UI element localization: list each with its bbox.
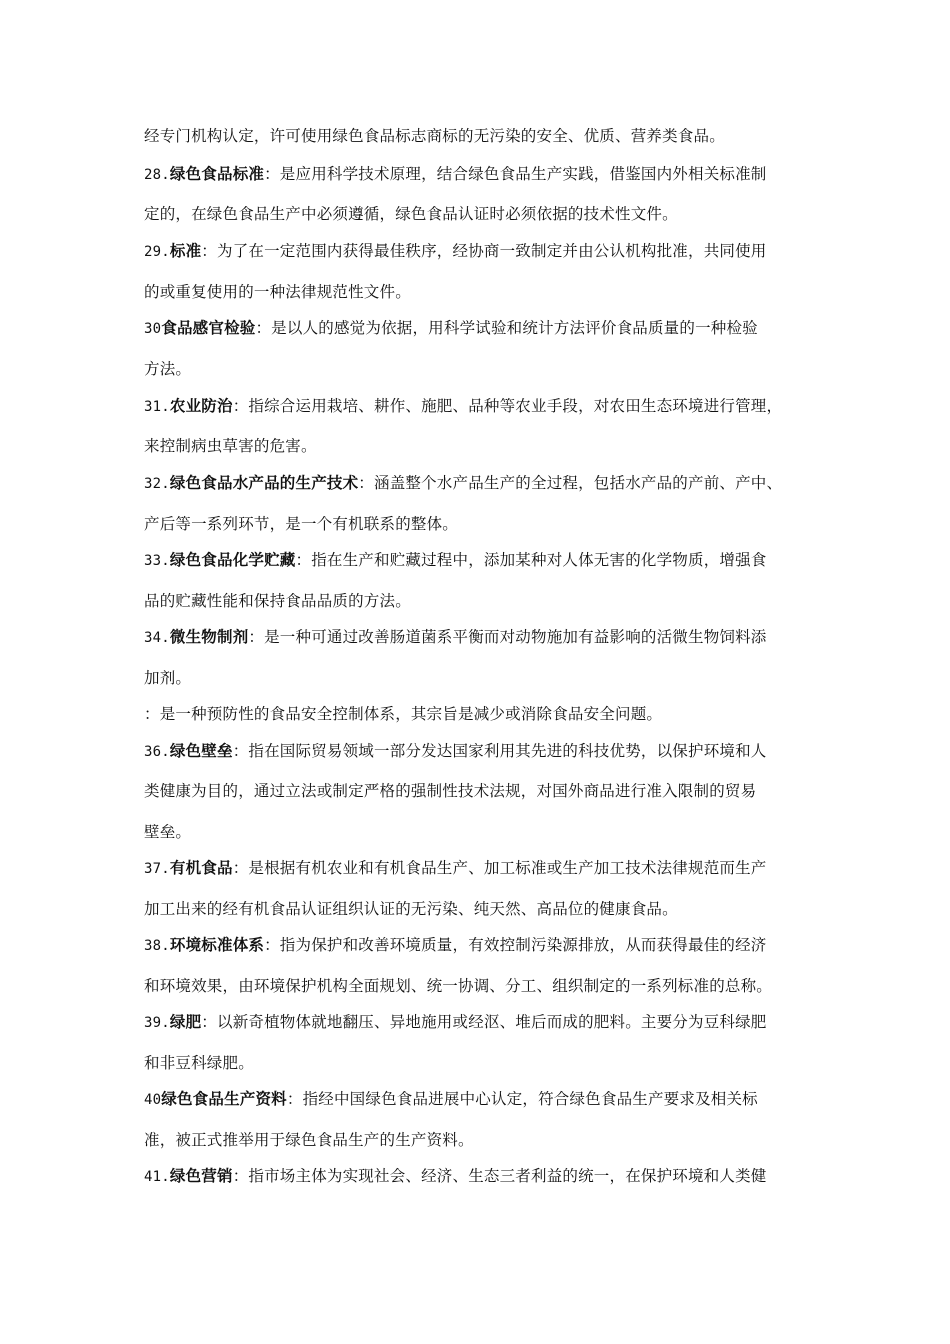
text-line bbox=[144, 704, 820, 724]
text-line bbox=[144, 514, 820, 534]
text-line bbox=[144, 976, 820, 996]
definition-29 bbox=[144, 241, 820, 262]
definition-text: ：指市场主体为实现社会、经济、生态三者利益的统一，在保护环境和人类健 bbox=[232, 1167, 767, 1185]
term-label: 食品感官检验 bbox=[161, 319, 256, 337]
text-line bbox=[144, 591, 820, 611]
continuation-text: 经专门机构认定，许可使用绿色食品标志商标的无污染的安全、优质、营养类食品。 bbox=[144, 127, 725, 145]
definition-31 bbox=[144, 396, 820, 417]
definition-34 bbox=[144, 627, 820, 648]
text-line bbox=[144, 1130, 820, 1150]
definition-37 bbox=[144, 858, 820, 879]
term-label: 标准 bbox=[169, 242, 202, 260]
definition-text: ：以新奇植物体就地翻压、异地施用或经沤、堆后而成的肥料。主要分为豆科绿肥 bbox=[201, 1013, 767, 1031]
term-label: 微生物制剂 bbox=[169, 628, 249, 646]
definition-text: ：是一种预防性的食品安全控制体系，其宗旨是减少或消除食品安全问题。 bbox=[144, 705, 663, 723]
definition-text: ：是根据有机农业和有机食品生产、加工标准或生产加工技术法律规范而生产 bbox=[232, 859, 767, 877]
term-label: 农业防治 bbox=[169, 397, 233, 415]
item-number: 33. bbox=[144, 553, 170, 569]
text-line bbox=[144, 899, 820, 919]
item-number: 39. bbox=[144, 1015, 170, 1031]
definition-28 bbox=[144, 164, 820, 185]
definition-text: 准，被正式推举用于绿色食品生产的生产资料。 bbox=[144, 1131, 474, 1149]
definition-30 bbox=[144, 318, 820, 339]
item-number: 36. bbox=[144, 744, 170, 760]
text-line bbox=[144, 204, 820, 224]
item-number: 37. bbox=[144, 861, 170, 877]
text-line bbox=[144, 822, 820, 842]
item-number: 31. bbox=[144, 399, 170, 415]
definition-text: 和环境效果，由环境保护机构全面规划、统一协调、分工、组织制定的一系列标准的总称。 bbox=[144, 977, 773, 995]
definition-40 bbox=[144, 1089, 820, 1110]
definition-text: 加剂。 bbox=[144, 669, 192, 687]
item-number: 38. bbox=[144, 938, 170, 954]
definition-text: 和非豆科绿肥。 bbox=[144, 1054, 254, 1072]
item-number: 30 bbox=[144, 321, 162, 337]
term-label: 环境标准体系 bbox=[169, 936, 265, 954]
definition-text: ：指在生产和贮藏过程中，添加某种对人体无害的化学物质，增强食 bbox=[295, 551, 767, 569]
definition-text: 类健康为目的，通过立法或制定严格的强制性技术法规，对国外商品进行准入限制的贸易 bbox=[144, 782, 757, 800]
definition-text: 定的，在绿色食品生产中必须遵循，绿色食品认证时必须依据的技术性文件。 bbox=[144, 205, 678, 223]
definition-41 bbox=[144, 1166, 820, 1187]
text-line bbox=[144, 436, 820, 456]
definition-33 bbox=[144, 550, 820, 571]
item-number: 34. bbox=[144, 630, 170, 646]
definition-text: ：指综合运用栽培、耕作、施肥、品种等农业手段，对农田生态环境进行管理， bbox=[232, 397, 783, 415]
item-number: 32. bbox=[144, 476, 170, 492]
text-line bbox=[144, 359, 820, 379]
term-label: 绿色食品水产品的生产技术 bbox=[169, 474, 359, 492]
definition-text: ：为了在一定范围内获得最佳秩序，经协商一致制定并由公认机构批准，共同使用 bbox=[201, 242, 767, 260]
term-label: 绿色食品标准 bbox=[169, 165, 265, 183]
definition-text: 品的贮藏性能和保持食品品质的方法。 bbox=[144, 592, 411, 610]
term-label: 绿肥 bbox=[169, 1013, 202, 1031]
definition-text: ：指为保护和改善环境质量，有效控制污染源排放，从而获得最佳的经济 bbox=[264, 936, 767, 954]
definition-38 bbox=[144, 935, 820, 956]
definition-36 bbox=[144, 741, 820, 762]
definition-text: 加工出来的经有机食品认证组织认证的无污染、纯天然、高品位的健康食品。 bbox=[144, 900, 678, 918]
term-label: 绿色食品生产资料 bbox=[161, 1090, 287, 1108]
term-label: 有机食品 bbox=[169, 859, 233, 877]
definition-text: ：是以人的感觉为依据，用科学试验和统计方法评价食品质量的一种检验 bbox=[255, 319, 758, 337]
definition-32 bbox=[144, 473, 820, 494]
definition-text: ：是应用科学技术原理，结合绿色食品生产实践，借鉴国内外相关标准制 bbox=[264, 165, 767, 183]
definition-39 bbox=[144, 1012, 820, 1033]
text-line bbox=[144, 1053, 820, 1073]
definition-text: ：指在国际贸易领域一部分发达国家利用其先进的科技优势，以保护环境和人 bbox=[232, 742, 767, 760]
item-number: 40 bbox=[144, 1092, 162, 1108]
term-label: 绿色营销 bbox=[169, 1167, 233, 1185]
text-line bbox=[144, 282, 820, 302]
definition-text: 方法。 bbox=[144, 360, 192, 378]
item-number: 29. bbox=[144, 244, 170, 260]
definition-text: ：是一种可通过改善肠道菌系平衡而对动物施加有益影响的活微生物饲料添 bbox=[248, 628, 767, 646]
definition-text: 壁垒。 bbox=[144, 823, 192, 841]
text-line bbox=[144, 126, 820, 146]
term-label: 绿色壁垒 bbox=[169, 742, 233, 760]
definition-text: 的或重复使用的一种法律规范性文件。 bbox=[144, 283, 411, 301]
text-line bbox=[144, 668, 820, 688]
definition-text: 来控制病虫草害的危害。 bbox=[144, 437, 317, 455]
definition-text: ：指经中国绿色食品进展中心认定，符合绿色食品生产要求及相关标 bbox=[286, 1090, 758, 1108]
item-number: 41. bbox=[144, 1169, 170, 1185]
definition-text: 产后等一系列环节，是一个有机联系的整体。 bbox=[144, 515, 459, 533]
item-number: 28. bbox=[144, 167, 170, 183]
definition-text: ：涵盖整个水产品生产的全过程，包括水产品的产前、产中、 bbox=[358, 474, 783, 492]
text-line bbox=[144, 781, 820, 801]
term-label: 绿色食品化学贮藏 bbox=[169, 551, 296, 569]
